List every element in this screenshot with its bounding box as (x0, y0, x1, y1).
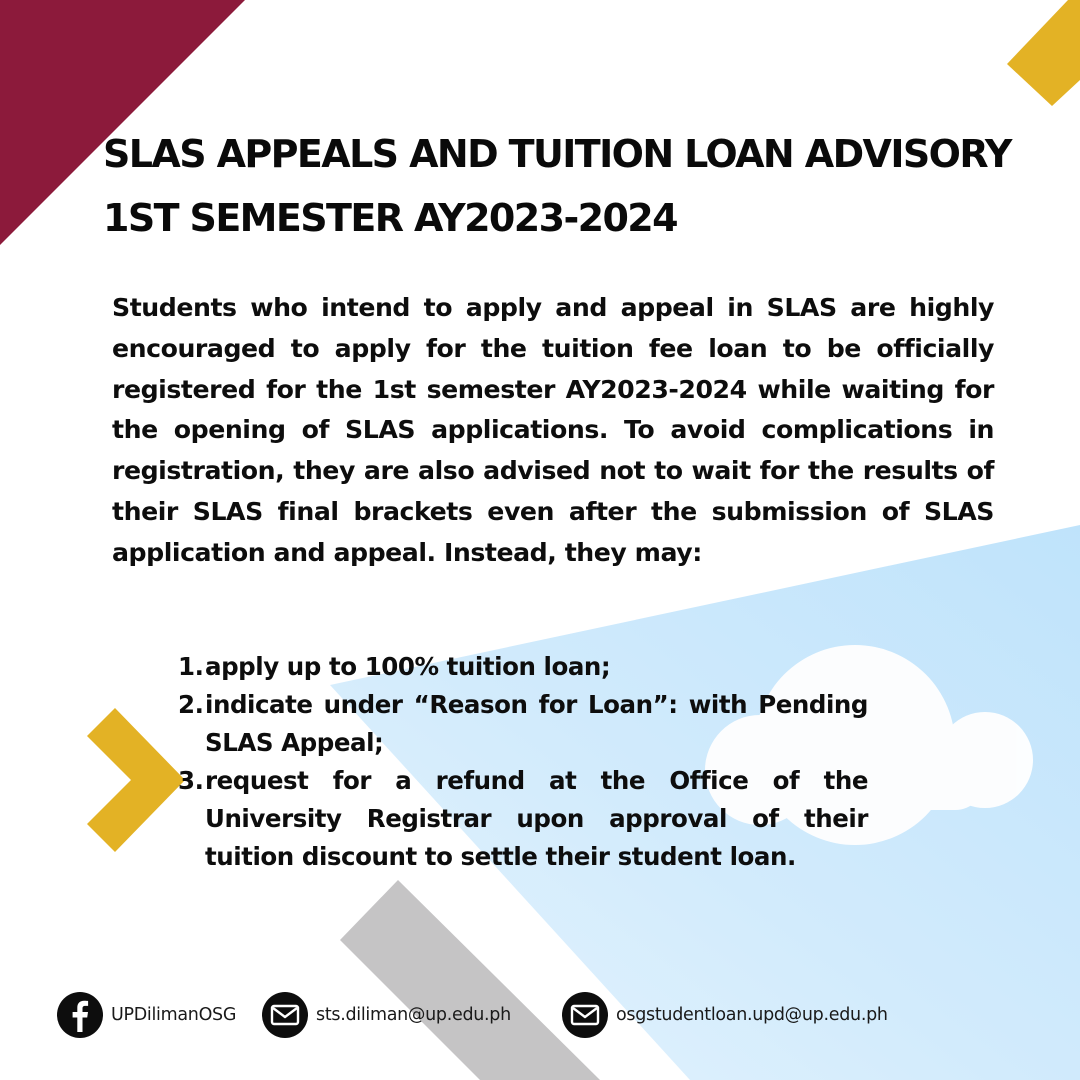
list-item (178, 648, 868, 686)
facebook-contact[interactable] (57, 992, 236, 1038)
list-item (178, 762, 868, 876)
step-text: apply up to 100% tuition loan; (205, 652, 611, 681)
email-contact-sts[interactable] (262, 992, 511, 1038)
step-number: 1. (178, 652, 204, 681)
step-text: indicate under “Reason for Loan”: with Pending SLAS Appeal; (205, 690, 868, 757)
email-label: osgstudentloan.upd@up.edu.ph (616, 1005, 888, 1025)
gold-chevron-shape (87, 708, 185, 852)
advisory-paragraph: Students who intend to apply and appeal in SLAS are highly encouraged to apply for the tuition fee loan to be officially registered for the 1st semester AY2023-2024 while waiting for the opening of SLAS applications. To avoid complications in registration, they are also advised not to wait for the results of their SLAS final brackets even after the submission of SLAS application and appeal. Instead, they may: (112, 293, 994, 567)
gold-corner-band (1007, 0, 1080, 106)
steps-list (178, 648, 868, 876)
title-line-2: 1ST SEMESTER AY2023-2024 (103, 196, 677, 240)
email-contact-studentloan[interactable] (562, 992, 888, 1038)
list-item (178, 686, 868, 762)
step-number: 3. (178, 766, 204, 795)
email-label: sts.diliman@up.edu.ph (316, 1005, 511, 1025)
step-text: request for a refund at the Office of the University Registrar upon approval of their tuition discount to settle their student loan. (205, 766, 868, 871)
mail-icon (262, 992, 308, 1038)
facebook-label: UPDilimanOSG (111, 1005, 237, 1025)
facebook-icon (57, 992, 103, 1038)
step-number: 2. (178, 690, 204, 719)
title-line-1: SLAS APPEALS AND TUITION LOAN ADVISORY (103, 132, 1011, 176)
mail-icon (562, 992, 608, 1038)
